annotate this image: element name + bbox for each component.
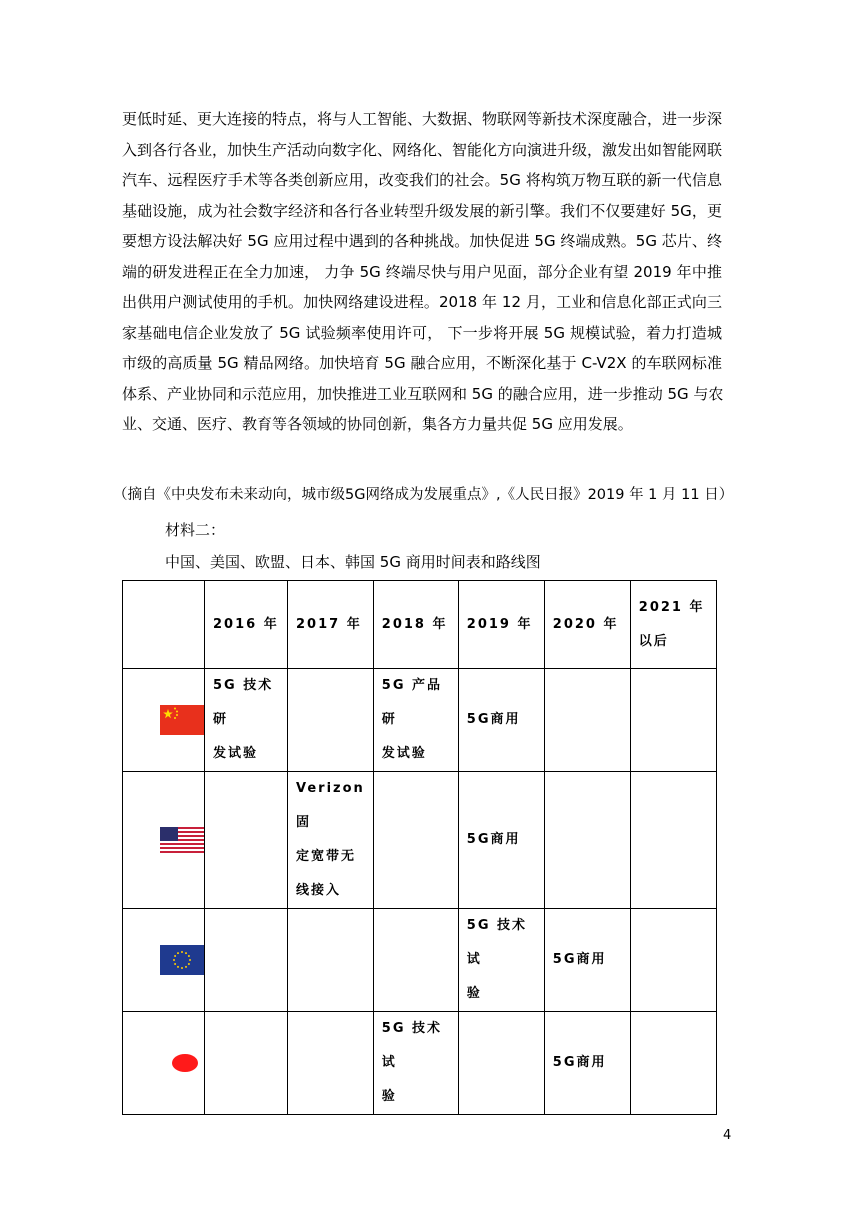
year-header: 2016 年: [205, 581, 288, 669]
table-row-china: [123, 669, 717, 772]
flag-cell: [123, 1012, 205, 1115]
table-cell: [288, 909, 374, 1012]
usa-flag-icon: [160, 827, 204, 853]
table-cell: [458, 1012, 544, 1115]
citation: （摘自《中央发布未来动向，城市级5G网络成为发展重点》,《人民日报》2019 年 1 月 11 日）: [113, 487, 734, 503]
paragraph-line: 家基础电信企业发放了 5G 试验频率使用许可， 下一步将开展 5G 规模试验，着力打造城: [122, 323, 722, 342]
table-cell: [373, 772, 458, 909]
paragraph-line: 市级的高质量 5G 精品网络。加快培育 5G 融合应用，不断深化基于 C-V2X 的车联网标准: [122, 354, 722, 372]
year-header: 2020 年: [544, 581, 630, 669]
flag-cell: [123, 909, 205, 1012]
table-cell: [288, 1012, 374, 1115]
flag-cell: [123, 669, 205, 772]
paragraph-line: 出供用户测试使用的手机。加快网络建设进程。2018 年 12 月，工业和信息化部正式向三: [122, 293, 722, 311]
flag-cell: [123, 772, 205, 909]
table-cell: 5G商用: [458, 669, 544, 772]
table-cell: 5G 技术研 发试验: [205, 669, 288, 772]
body-paragraph: [122, 104, 722, 440]
paragraph-line: 更低时延、更大连接的特点，将与人工智能、大数据、物联网等新技术深度融合，进一步深: [122, 110, 723, 128]
year-header: 2019 年: [458, 581, 544, 669]
eu-flag-icon: [160, 945, 204, 975]
table-corner-cell: [123, 581, 205, 669]
year-header: 2017 年: [288, 581, 374, 669]
table-cell: 5G 技术试 验: [373, 1012, 458, 1115]
paragraph-line: 业、交通、医疗、教育等各领域的协同创新，集各方力量共促 5G 应用发展。: [122, 415, 633, 433]
table-cell: [373, 909, 458, 1012]
material-label: 材料二：: [165, 521, 226, 539]
table-cell: 5G 产品研 发试验: [373, 669, 458, 772]
paragraph-line: 要想方设法解决好 5G 应用过程中遇到的各种挑战。加快促进 5G 终端成熟。5G 芯片、终: [122, 232, 722, 250]
table-cell: [205, 909, 288, 1012]
table-cell: [630, 669, 716, 772]
year-header: 2018 年: [373, 581, 458, 669]
table-cell: [288, 669, 374, 772]
table-row-japan: [123, 1012, 717, 1115]
table-cell: [205, 772, 288, 909]
paragraph-line: 入到各行各业，加快生产活动向数字化、网络化、智能化方向演进升级，激发出如智能网联: [122, 140, 723, 159]
table-caption: 中国、美国、欧盟、日本、韩国 5G 商用时间表和路线图: [165, 553, 541, 571]
table-cell: 5G商用: [458, 772, 544, 909]
paragraph-line: 汽车、远程医疗手术等各类创新应用，改变我们的社会。5G 将构筑万物互联的新一代信息: [122, 171, 722, 189]
paragraph-line: 端的研发进程正在全力加速， 力争 5G 终端尽快与用户见面，部分企业有望 2019 年中推: [122, 262, 722, 281]
table-cell: 5G 技术试 验: [458, 909, 544, 1012]
table-cell: [630, 1012, 716, 1115]
year-header: 2021 年以后: [630, 581, 716, 669]
china-flag-icon: [160, 705, 204, 735]
table-cell: [630, 909, 716, 1012]
table-cell: [205, 1012, 288, 1115]
table-cell: 5G商用: [544, 909, 630, 1012]
table-cell: [544, 669, 630, 772]
paragraph-line: 基础设施，成为社会数字经济和各行各业转型升级发展的新引擎。我们不仅要建好 5G，更: [122, 201, 722, 220]
roadmap-table: [122, 580, 717, 1115]
table-cell: 5G商用: [544, 1012, 630, 1115]
table-row-eu: [123, 909, 717, 1012]
table-cell: Verizon固 定宽带无 线接入: [288, 772, 374, 909]
paragraph-line: 体系、产业协同和示范应用，加快推进工业互联网和 5G 的融合应用，进一步推动 5G 与农: [122, 384, 724, 403]
table-header-row: [123, 581, 717, 669]
table-row-usa: [123, 772, 717, 909]
table-cell: [630, 772, 716, 909]
page-number: 4: [723, 1128, 732, 1143]
japan-flag-icon: [170, 1052, 200, 1074]
table-cell: [544, 772, 630, 909]
